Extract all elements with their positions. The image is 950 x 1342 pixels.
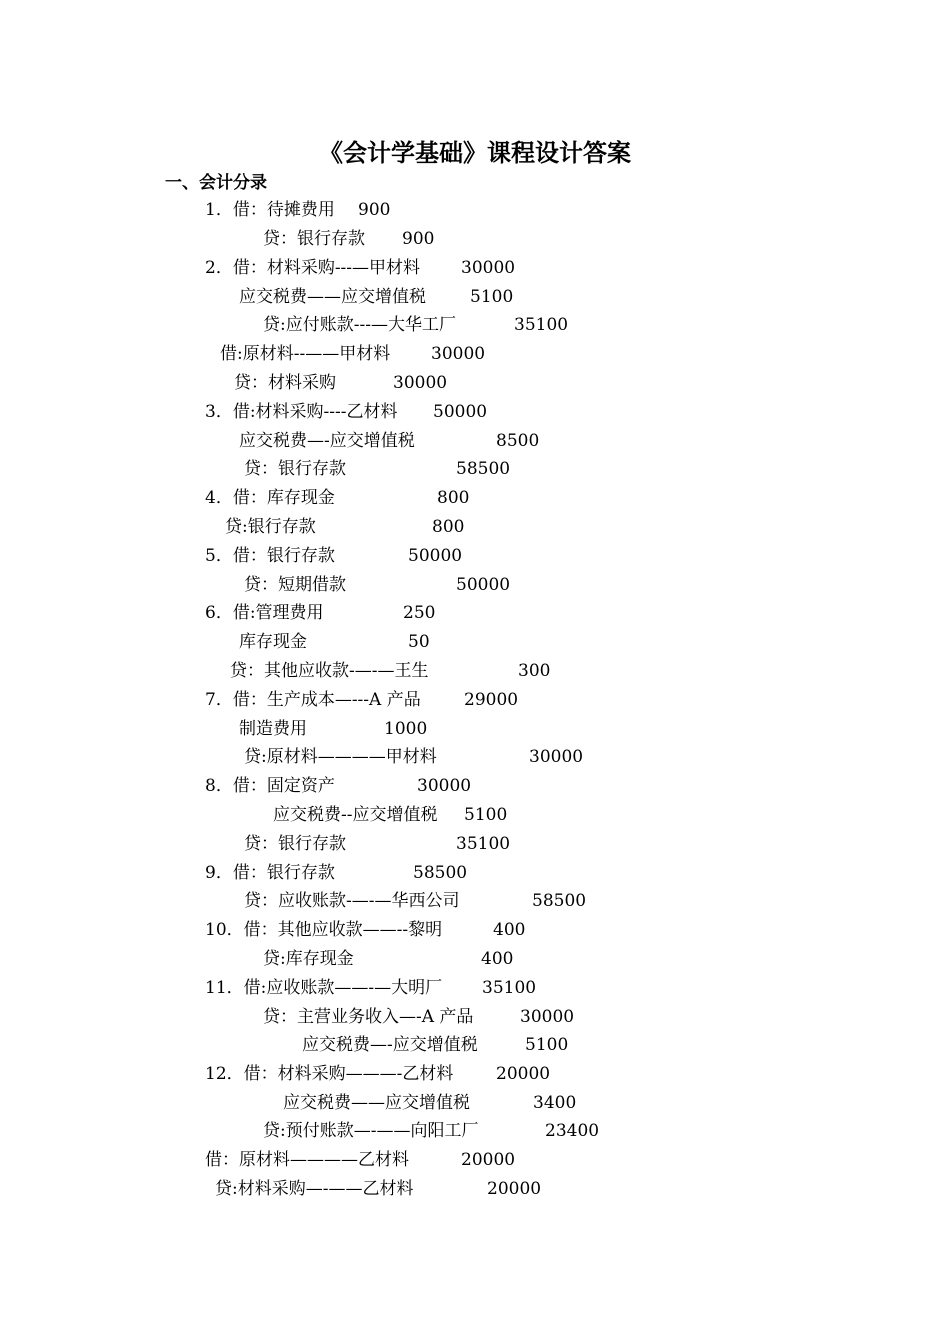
entry-amount: 50000	[433, 402, 488, 422]
entry-line	[0, 197, 950, 223]
entry-amount: 58500	[532, 891, 587, 911]
entry-text: 应交税费——应交增值税	[283, 1093, 470, 1113]
entry-text: 贷：主营业务收入—-A 产品	[263, 1007, 474, 1027]
entry-amount: 900	[358, 200, 391, 220]
entry-amount: 8500	[496, 431, 540, 451]
entry-line	[0, 341, 950, 367]
entry-amount: 20000	[496, 1064, 551, 1084]
entry-line	[0, 370, 950, 396]
entry-line	[0, 917, 950, 943]
entry-amount: 20000	[461, 1150, 516, 1170]
entry-line	[0, 1176, 950, 1202]
entry-line	[0, 600, 950, 626]
entry-text: 贷:预付账款—-——向阳工厂	[263, 1121, 479, 1141]
entry-amount: 35100	[482, 978, 537, 998]
entry-text: 9．借：银行存款	[205, 863, 335, 883]
entry-amount: 50000	[408, 546, 463, 566]
entry-amount: 29000	[464, 690, 519, 710]
entry-amount: 800	[432, 517, 465, 537]
entry-line	[0, 1032, 950, 1058]
entry-line	[0, 572, 950, 598]
entry-text: 8．借：固定资产	[205, 776, 335, 796]
entry-line	[0, 456, 950, 482]
entry-text: 贷：材料采购	[234, 373, 336, 393]
entry-text: 贷：银行存款	[263, 229, 365, 249]
entry-text: 贷：短期借款	[244, 575, 346, 595]
entry-amount: 5100	[464, 805, 508, 825]
entry-line	[0, 658, 950, 684]
entry-line	[0, 543, 950, 569]
entry-text: 贷：应收账款-—-—华西公司	[244, 891, 460, 911]
entry-line	[0, 226, 950, 252]
entry-line	[0, 888, 950, 914]
entry-text: 2．借：材料采购---—甲材料	[205, 258, 421, 278]
entry-text: 贷：其他应收款-—-—王生	[230, 661, 429, 681]
entry-line	[0, 312, 950, 338]
section-heading: 一、会计分录	[165, 173, 267, 193]
entry-amount: 35100	[514, 315, 569, 335]
entry-line	[0, 428, 950, 454]
entry-text: 贷：银行存款	[244, 459, 346, 479]
entry-line	[0, 773, 950, 799]
entry-text: 5．借：银行存款	[205, 546, 335, 566]
entry-text: 应交税费——应交增值税	[239, 287, 426, 307]
entry-text: 借:原材料--——甲材料	[220, 344, 391, 364]
entry-line	[0, 284, 950, 310]
entry-text: 应交税费--应交增值税	[273, 805, 438, 825]
entry-line	[0, 860, 950, 886]
entry-text: 1．借：待摊费用	[205, 200, 335, 220]
entry-amount: 30000	[393, 373, 448, 393]
entry-amount: 30000	[431, 344, 486, 364]
entry-text: 12．借：材料采购———-乙材料	[205, 1064, 454, 1084]
entry-amount: 35100	[456, 834, 511, 854]
entry-line	[0, 399, 950, 425]
entry-text: 11．借:应收账款——-—大明厂	[205, 978, 443, 998]
entry-amount: 400	[481, 949, 514, 969]
entry-amount: 3400	[533, 1093, 577, 1113]
entry-amount: 58500	[413, 863, 468, 883]
entry-line	[0, 514, 950, 540]
entry-amount: 800	[437, 488, 470, 508]
entry-line	[0, 485, 950, 511]
entry-line	[0, 629, 950, 655]
entry-text: 贷：银行存款	[244, 834, 346, 854]
entry-amount: 30000	[417, 776, 472, 796]
entry-amount: 250	[403, 603, 436, 623]
entry-line	[0, 1147, 950, 1173]
entry-amount: 30000	[529, 747, 584, 767]
entry-amount: 300	[518, 661, 551, 681]
entry-line	[0, 946, 950, 972]
entry-text: 贷:应付账款---—大华工厂	[263, 315, 456, 335]
entry-text: 10．借：其他应收款——--黎明	[205, 920, 443, 940]
entry-line	[0, 802, 950, 828]
entry-text: 贷:原材料————甲材料	[244, 747, 437, 767]
entry-text: 应交税费—-应交增值税	[302, 1035, 478, 1055]
entry-text: 6．借:管理费用	[205, 603, 324, 623]
entry-line	[0, 1004, 950, 1030]
entry-amount: 5100	[470, 287, 514, 307]
entry-text: 贷:材料采购—-——乙材料	[215, 1179, 414, 1199]
entry-amount: 5100	[525, 1035, 569, 1055]
entry-line	[0, 1118, 950, 1144]
entry-text: 借：原材料————乙材料	[205, 1150, 409, 1170]
entry-line	[0, 687, 950, 713]
entry-line	[0, 744, 950, 770]
entry-amount: 58500	[456, 459, 511, 479]
entry-text: 4．借：库存现金	[205, 488, 335, 508]
entry-amount: 50000	[456, 575, 511, 595]
entry-line	[0, 1090, 950, 1116]
entry-amount: 900	[402, 229, 435, 249]
entry-amount: 23400	[545, 1121, 600, 1141]
entry-text: 7．借：生产成本—---A 产品	[205, 690, 421, 710]
entry-line	[0, 1061, 950, 1087]
entry-line	[0, 831, 950, 857]
entry-line	[0, 255, 950, 281]
entry-text: 3．借:材料采购----乙材料	[205, 402, 398, 422]
entry-amount: 400	[493, 920, 526, 940]
entry-text: 贷:库存现金	[263, 949, 354, 969]
entry-amount: 1000	[384, 719, 428, 739]
entry-text: 应交税费—-应交增值税	[239, 431, 415, 451]
document-title: 《会计学基础》课程设计答案	[319, 138, 631, 167]
entry-text: 库存现金	[239, 632, 307, 652]
entry-text: 贷:银行存款	[225, 517, 316, 537]
entry-amount: 50	[408, 632, 430, 652]
entry-amount: 30000	[461, 258, 516, 278]
entry-text: 制造费用	[239, 719, 307, 739]
entry-amount: 20000	[487, 1179, 542, 1199]
entry-amount: 30000	[520, 1007, 575, 1027]
entry-line	[0, 716, 950, 742]
entry-line	[0, 975, 950, 1001]
